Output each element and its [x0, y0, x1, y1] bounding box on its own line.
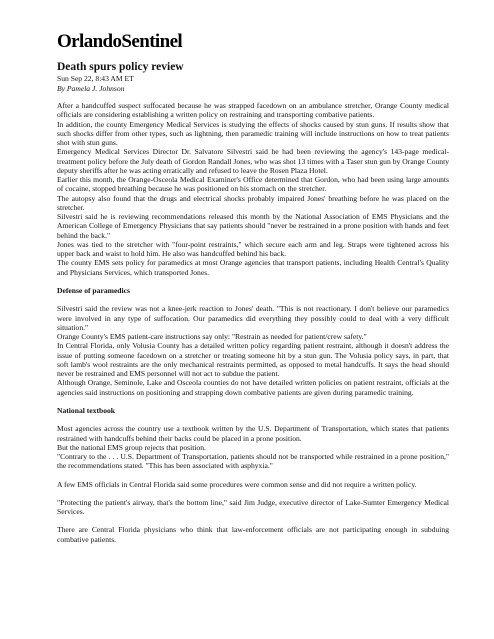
- paragraph: There are Central Florida physicians who think that law-enforcement officials are not participating enough in subduing combative patients.: [57, 525, 449, 544]
- paragraph: But the national EMS group rejects that position.: [57, 442, 206, 452]
- article-dateline: Sun Sep 22, 8:43 AM ET: [57, 74, 134, 83]
- paragraph: Most agencies across the country use a textbook written by the U.S. Department of Transportation, which states that patients restrained with handcuffs behind their backs could be placed in a prone position.: [57, 424, 449, 443]
- section-heading: Defense of paramedics: [57, 285, 130, 295]
- section-heading: National textbook: [57, 405, 116, 415]
- paragraph: The county EMS sets policy for paramedics at most Orange agencies that transport patients, including Health Central's Quality and Physicians Services, which transported Jones.: [57, 258, 449, 277]
- article-headline: Death spurs policy review: [57, 61, 184, 73]
- paragraph: Orange County's EMS patient-care instructions say only: "Restrain as needed for patient/crew safety.": [57, 332, 367, 341]
- newspaper-masthead: OrlandoSentinel: [57, 31, 183, 52]
- paragraph: In addition, the county Emergency Medical Services is studying the effects of shocks caused by stun guns. If results show that such shocks differ from other types, such as lightning, then paramedic training will include instructions on how to treat patients shot with stun guns.: [57, 119, 449, 147]
- paragraph: "Contrary to the . . . U.S. Department of Transportation, patients should not be transported while restrained in a prone position," the recommendations stated. "This has been associated with asphyxia.": [57, 452, 449, 471]
- section-national-textbook: [57, 424, 449, 544]
- paragraph: In Central Florida, only Volusia County has a detailed written policy regarding patient restraint, although it doesn't address the issue of putting someone facedown on a stretcher or treating someone hit by a stun gun. The Volusia policy says, in part, that soft lamb's wool restraints are the only mechanical restraints permitted, as opposed to metal handcuffs. It says the head should never be restrained and EMS personnel will not act to subdue the patient.: [57, 341, 449, 378]
- paragraph: Jones was tied to the stretcher with "four-point restraints," which secure each arm and leg. Straps were tightened across his upper back and waist to hold him. He also was handcuffed behind his back.: [57, 239, 449, 258]
- article-byline: By Pamela J. Johnson: [57, 83, 125, 93]
- paragraph: After a handcuffed suspect suffocated because he was strapped facedown on an ambulance stretcher, Orange County medical officials are considering establishing a written policy on restraining and transporting combative patients.: [57, 101, 449, 120]
- paragraph: Although Orange, Seminole, Lake and Osceola counties do not have detailed written policies on patient restraint, officials at the agencies said instructions on positioning and strapping down combative patients are given during paramedic training.: [57, 378, 449, 397]
- section-defense-of-paramedics: [57, 304, 449, 397]
- paragraph: The autopsy also found that the drugs and electrical shocks probably impaired Jones' breathing before he was placed on the stretcher.: [57, 193, 449, 212]
- paragraph: A few EMS officials in Central Florida said some procedures were common sense and did not require a written policy.: [57, 479, 417, 489]
- paragraph: Silvestri said the review was not a knee-jerk reaction to Jones' death. "This is not reactionary. I don't believe our paramedics were involved in any type of suffocation. Our paramedics did everything they possibly could to deal with a very difficult situation.": [57, 304, 449, 332]
- article-page: [57, 32, 449, 544]
- paragraph: Silvestri said he is reviewing recommendations released this month by the National Association of EMS Physicians and the American College of Emergency Physicians that say patients should "never be restrained in a prone position with hands and feet behind the back.": [57, 212, 449, 240]
- paragraph: Emergency Medical Services Director Dr. Salvatore Silvestri said he had been reviewing the agency's 143-page medical-treatment policy before the July death of Gordon Randall Jones, who was shot 13 times with a Taser stun gun by Orange County deputy sheriffs after he was acting erratically and refused to leave the Rosen Plaza Hotel.: [57, 147, 449, 175]
- paragraph: Earlier this month, the Orange-Osceola Medical Examiner's Office determined that Gordon, who had been using large amounts of cocaine, stopped breathing because he was positioned on his stomach on the stretcher.: [57, 175, 449, 194]
- article-intro: [57, 101, 449, 277]
- paragraph: "Protecting the patient's airway, that's the bottom line," said Jim Judge, executive director of Lake-Sumter Emergency Medical Services.: [57, 497, 449, 516]
